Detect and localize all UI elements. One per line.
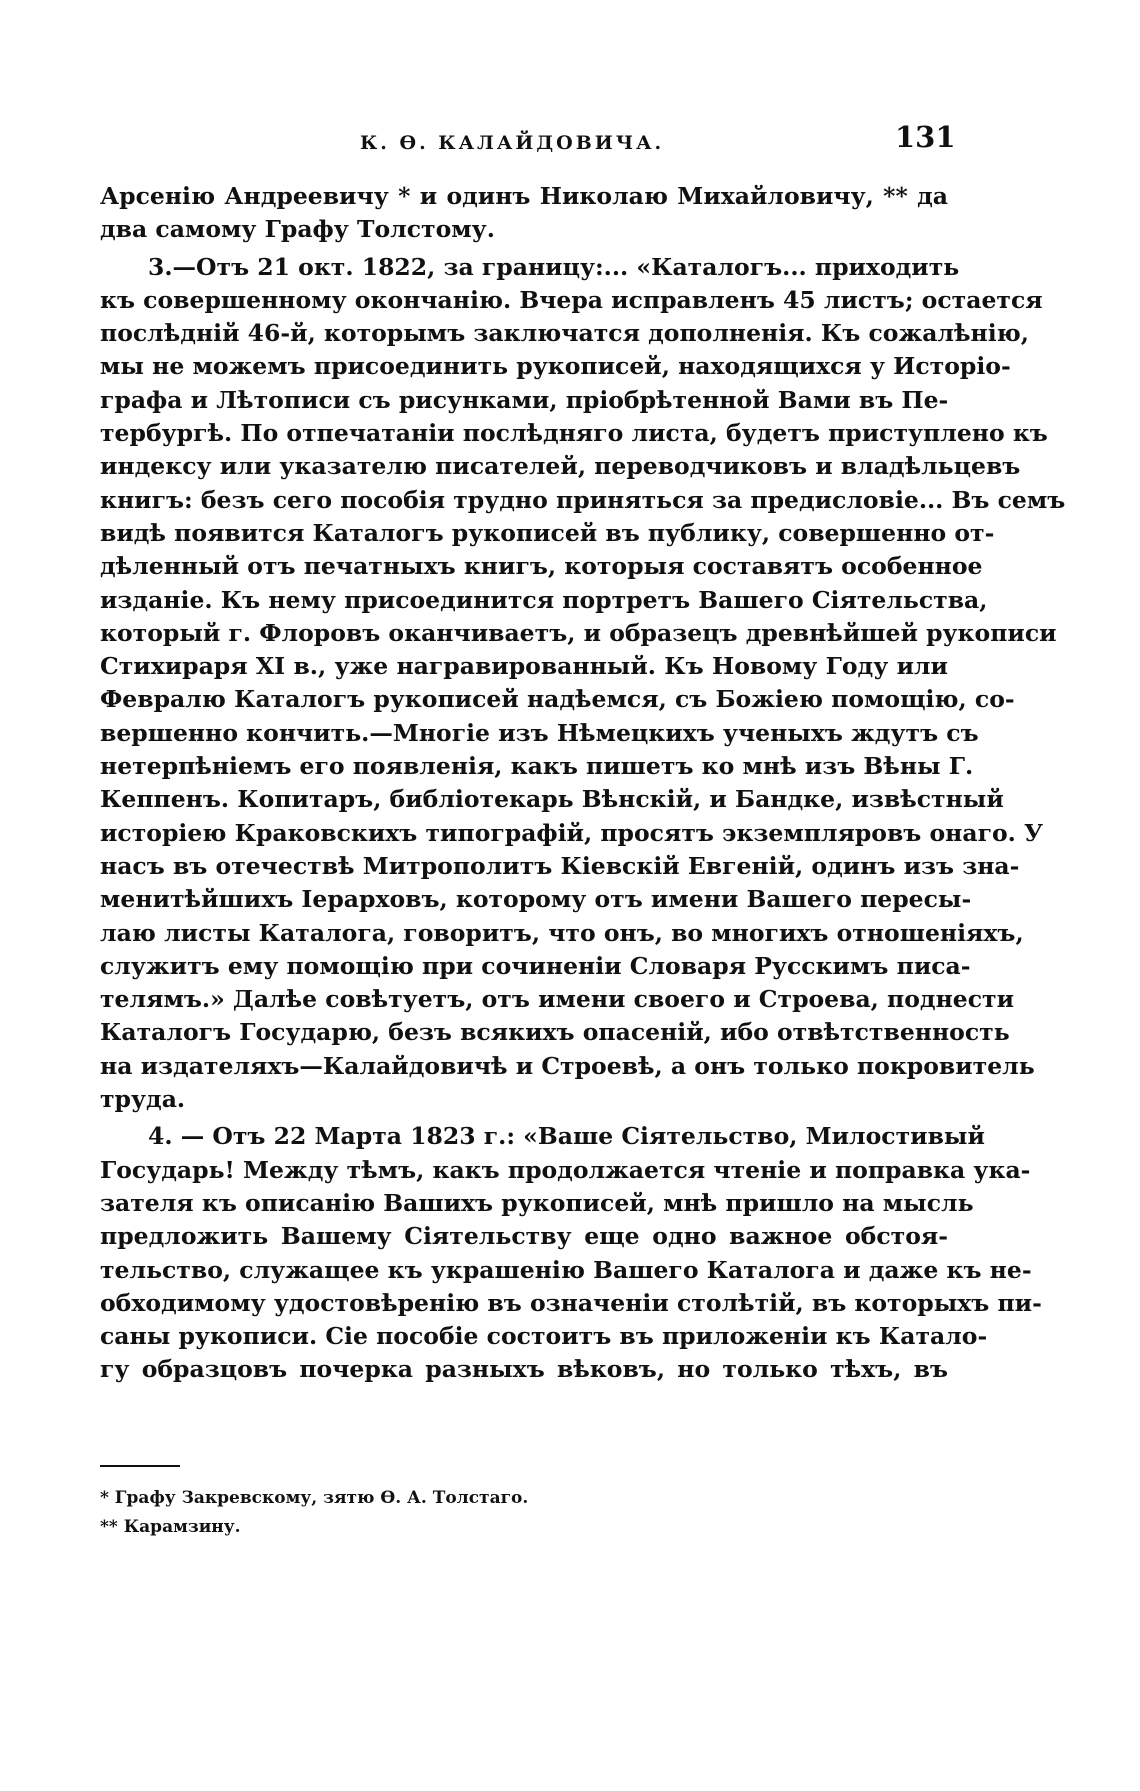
footnote-rule (100, 1465, 180, 1467)
text-line: тербургѣ. По отпечатаніи послѣдняго листа, будетъ приступлено къ (100, 419, 1048, 448)
text-line: изданіе. Къ нему присоединится портретъ Вашего Сіятельства, (100, 585, 988, 614)
text-line: книгъ: безъ сего пособія трудно приняться за предисловіе... Въ семъ (100, 485, 1066, 514)
text-line: послѣдній 46-й, которымъ заключатся дополненія. Къ сожалѣнію, (100, 319, 1029, 348)
text-line: саны рукописи. Сіе пособіе состоитъ въ приложеніи къ Катало- (100, 1322, 988, 1351)
footnote-1: * Графу Закревскому, зятю Ѳ. А. Толстаго. (100, 1488, 529, 1508)
text-line: служитъ ему помощію при сочиненіи Словаря Русскимъ писа- (100, 951, 971, 980)
text-line: два самому Графу Толстому. (100, 215, 495, 244)
text-line: труда. (100, 1085, 186, 1114)
page-header (0, 120, 1140, 160)
text-line: зателя къ описанію Вашихъ рукописей, мнѣ пришло на мысль (100, 1188, 974, 1217)
text-line: Каталогъ Государю, безъ всякихъ опасеній, ибо отвѣтственность (100, 1018, 1010, 1047)
paragraph-start-line: 3.—Отъ 21 окт. 1822, за границу:... «Каталогъ... приходить (148, 252, 960, 281)
text-line: на издателяхъ—Калайдовичѣ и Строевѣ, а онъ только покровитель (100, 1051, 1035, 1080)
running-head: К. Ѳ. КАЛАЙДОВИЧА. (360, 132, 665, 154)
text-line: гу образцовъ почерка разныхъ вѣковъ, но только тѣхъ, въ (100, 1355, 948, 1384)
body-text (100, 180, 1066, 1387)
text-line: нетерпѣніемъ его появленія, какъ пишетъ ко мнѣ изъ Вѣны Г. (100, 752, 974, 781)
text-line: исторіею Краковскихъ типографій, просятъ экземпляровъ онаго. У (100, 818, 1044, 847)
paragraph-start-line: 4. — Отъ 22 Марта 1823 г.: «Ваше Сіятельство, Милостивый (148, 1122, 985, 1151)
text-line: телямъ.» Далѣе совѣтуетъ, отъ имени своего и Строева, поднести (100, 985, 1015, 1014)
text-line: Кеппенъ. Копитаръ, библіотекарь Вѣнскій, и Бандке, извѣстный (100, 785, 1004, 814)
text-line: тельство, служащее къ украшенію Вашего Каталога и даже къ не- (100, 1255, 1032, 1284)
text-line: видѣ появится Каталогъ рукописей въ публику, совершенно от- (100, 518, 995, 547)
text-line: графа и Лѣтописи съ рисунками, пріобрѣтенной Вами въ Пе- (100, 385, 949, 414)
text-line: индексу или указателю писателей, переводчиковъ и владѣльцевъ (100, 452, 1021, 481)
text-line: вершенно кончить.—Многіе изъ Нѣмецкихъ ученыхъ ждутъ съ (100, 718, 979, 747)
text-line: Стихираря XI в., уже награвированный. Къ Новому Году или (100, 652, 948, 681)
text-line: лаю листы Каталога, говоритъ, что онъ, во многихъ отношеніяхъ, (100, 918, 1024, 947)
text-line: мы не можемъ присоединить рукописей, находящихся у Исторіо- (100, 352, 1011, 381)
text-line: предложить Вашему Сіятельству еще одно важное обстоя- (100, 1222, 948, 1251)
footnote-2: ** Карамзину. (100, 1517, 241, 1537)
footnotes (100, 1484, 948, 1542)
text-line: Государь! Между тѣмъ, какъ продолжается чтеніе и поправка ука- (100, 1155, 1031, 1184)
text-line: Февралю Каталогъ рукописей надѣемся, съ Божіею помощію, со- (100, 685, 1015, 714)
text-line: который г. Флоровъ оканчиваетъ, и образецъ древнѣйшей рукописи (100, 618, 1057, 647)
page-number: 131 (895, 120, 956, 154)
text-line: къ совершенному окончанію. Вчера исправленъ 45 листъ; остается (100, 285, 1043, 314)
text-line: дѣленный отъ печатныхъ книгъ, которыя составятъ особенное (100, 552, 983, 581)
text-line: менитѣйшихъ Іерарховъ, которому отъ имени Вашего пересы- (100, 885, 972, 914)
text-line: обходимому удостовѣренію въ означеніи столѣтій, въ которыхъ пи- (100, 1288, 1042, 1317)
text-line: насъ въ отечествѣ Митрополитъ Кіевскій Евгеній, одинъ изъ зна- (100, 851, 1020, 880)
text-line: Арсенію Андреевичу * и одинъ Николаю Михайловичу, ** да (100, 182, 948, 210)
